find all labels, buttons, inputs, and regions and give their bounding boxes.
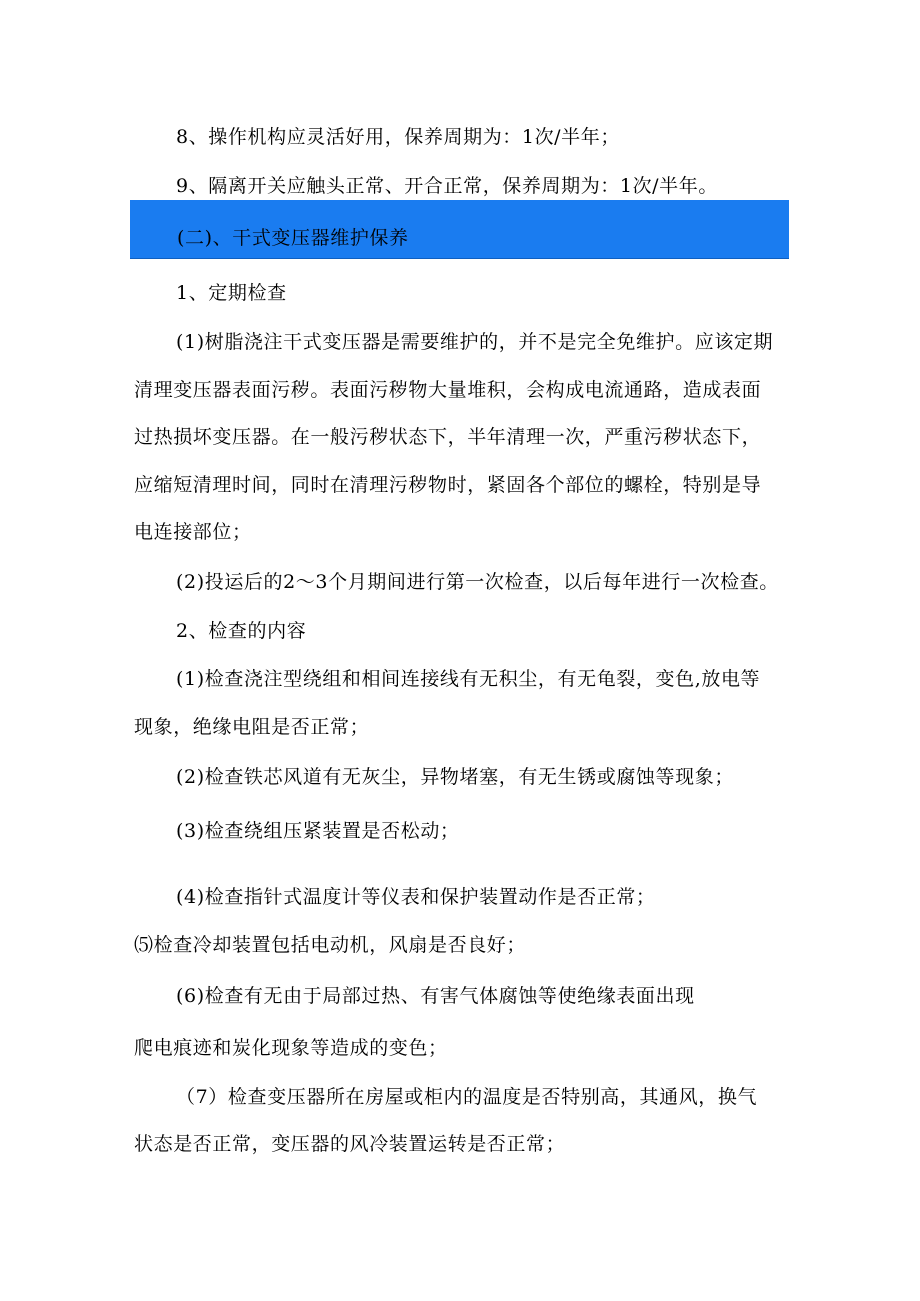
subheading-periodic-inspection: 1、定期检查: [176, 282, 287, 304]
paragraph-line: 应缩短清理时间，同时在清理污秽物时，紧固各个部位的螺栓，特别是导: [134, 474, 762, 496]
paragraph-line: 现象，绝缘电阻是否正常；: [134, 716, 370, 738]
paragraph-line: (4)检查指针式温度计等仪表和保护装置动作是否正常；: [176, 886, 656, 908]
paragraph-line: (2)投运后的2～3个月期间进行第一次检查，以后每年进行一次检查。: [176, 571, 779, 593]
paragraph-line: 过热损坏变压器。在一般污秽状态下，半年清理一次，严重污秽状态下，: [134, 426, 762, 448]
paragraph-line: 状态是否正常，变压器的风冷装置运转是否正常；: [134, 1133, 566, 1155]
paragraph-line: ⑸检查冷却装置包括电动机，风扇是否良好；: [134, 934, 527, 956]
paragraph-line: (3)检查绕组压紧装置是否松动；: [176, 820, 460, 842]
paragraph-line: (6)检查有无由于局部过热、有害气体腐蚀等使绝缘表面出现: [176, 985, 695, 1007]
item-9-isolating-switch: 9、隔离开关应触头正常、开合正常，保养周期为：1次/半年。: [176, 175, 718, 197]
subheading-inspection-content: 2、检查的内容: [176, 620, 307, 642]
paragraph-line: 爬电痕迹和炭化现象等造成的变色；: [134, 1037, 448, 1059]
item-8-maintenance-mechanism: 8、操作机构应灵活好用，保养周期为：1次/半年；: [176, 126, 620, 148]
section-heading-band: [130, 200, 789, 259]
paragraph-line: 电连接部位；: [134, 521, 252, 543]
paragraph-line: (2)检查铁芯风道有无灰尘，异物堵塞，有无生锈或腐蚀等现象；: [176, 766, 734, 788]
paragraph-line: （7）检查变压器所在房屋或柜内的温度是否特别高，其通风，换气: [176, 1086, 758, 1108]
paragraph-line: 清理变压器表面污秽。表面污秽物大量堆积，会构成电流通路，造成表面: [134, 379, 762, 401]
section-heading-dry-transformer: (二)、干式变压器维护保养: [177, 227, 409, 249]
paragraph-line: (1)树脂浇注干式变压器是需要维护的，并不是完全免维护。应该定期: [176, 331, 774, 353]
paragraph-line: (1)检查浇注型绕组和相间连接线有无积尘，有无龟裂，变色,放电等: [176, 668, 761, 690]
